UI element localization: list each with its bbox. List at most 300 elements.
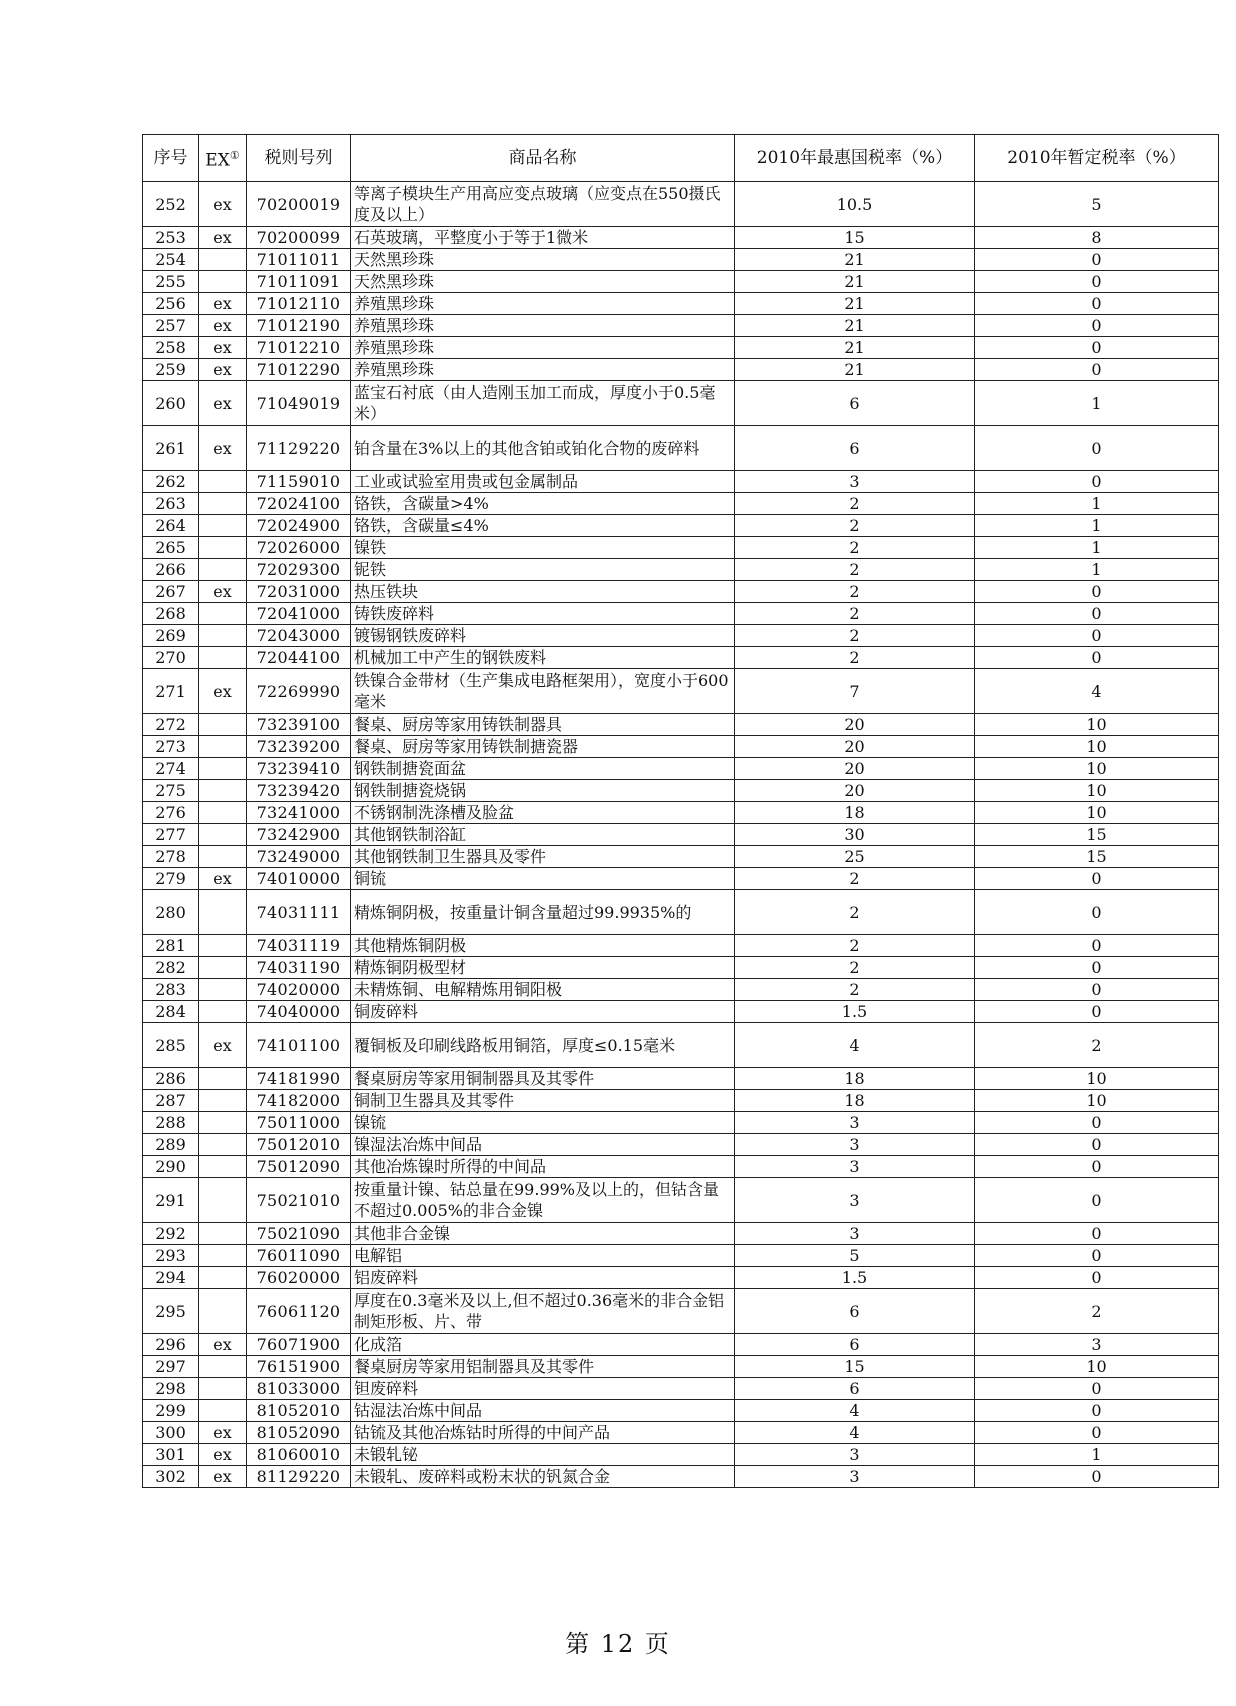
table-row xyxy=(143,979,1219,1001)
cell-tariff-code: 81060010 xyxy=(247,1444,351,1466)
cell-ex xyxy=(199,493,247,515)
cell-mfn-rate: 2 xyxy=(735,493,975,515)
cell-mfn-rate: 18 xyxy=(735,802,975,824)
cell-product-name: 精炼铜阴极型材 xyxy=(351,957,735,979)
cell-seq: 289 xyxy=(143,1134,199,1156)
cell-product-name: 铬铁，含碳量≤4% xyxy=(351,515,735,537)
cell-tariff-code: 75011000 xyxy=(247,1112,351,1134)
cell-ex: ex xyxy=(199,581,247,603)
header-code: 税则号列 xyxy=(247,135,351,182)
cell-temp-rate: 0 xyxy=(975,1001,1219,1023)
cell-seq: 285 xyxy=(143,1023,199,1068)
cell-product-name: 不锈钢制洗涤槽及脸盆 xyxy=(351,802,735,824)
cell-ex xyxy=(199,1112,247,1134)
table-row xyxy=(143,714,1219,736)
cell-seq: 282 xyxy=(143,957,199,979)
table-row xyxy=(143,559,1219,581)
cell-product-name: 养殖黑珍珠 xyxy=(351,359,735,381)
cell-product-name: 镍铁 xyxy=(351,537,735,559)
cell-tariff-code: 76071900 xyxy=(247,1334,351,1356)
cell-ex xyxy=(199,625,247,647)
cell-seq: 295 xyxy=(143,1289,199,1334)
cell-product-name: 餐桌厨房等家用铜制器具及其零件 xyxy=(351,1068,735,1090)
table-row xyxy=(143,1422,1219,1444)
cell-product-name: 铸铁废碎料 xyxy=(351,603,735,625)
cell-tariff-code: 73239410 xyxy=(247,758,351,780)
cell-mfn-rate: 15 xyxy=(735,1356,975,1378)
cell-product-name: 精炼铜阴极，按重量计铜含量超过99.9935%的 xyxy=(351,890,735,935)
cell-mfn-rate: 2 xyxy=(735,890,975,935)
cell-ex xyxy=(199,1245,247,1267)
cell-mfn-rate: 5 xyxy=(735,1245,975,1267)
table-row xyxy=(143,1223,1219,1245)
page-number: 第 12 页 xyxy=(565,1630,671,1658)
cell-ex xyxy=(199,1400,247,1422)
cell-product-name: 覆铜板及印刷线路板用铜箔，厚度≤0.15毫米 xyxy=(351,1023,735,1068)
cell-mfn-rate: 4 xyxy=(735,1023,975,1068)
cell-product-name: 石英玻璃，平整度小于等于1微米 xyxy=(351,227,735,249)
cell-temp-rate: 0 xyxy=(975,1466,1219,1488)
cell-tariff-code: 72041000 xyxy=(247,603,351,625)
cell-tariff-code: 70200019 xyxy=(247,182,351,227)
cell-tariff-code: 74010000 xyxy=(247,868,351,890)
cell-ex xyxy=(199,935,247,957)
cell-ex: ex xyxy=(199,1334,247,1356)
table-row xyxy=(143,471,1219,493)
table-row xyxy=(143,359,1219,381)
cell-ex xyxy=(199,1156,247,1178)
cell-temp-rate: 10 xyxy=(975,1090,1219,1112)
table-row xyxy=(143,625,1219,647)
cell-mfn-rate: 6 xyxy=(735,381,975,426)
cell-temp-rate: 4 xyxy=(975,669,1219,714)
cell-mfn-rate: 2 xyxy=(735,647,975,669)
cell-ex xyxy=(199,846,247,868)
cell-mfn-rate: 2 xyxy=(735,979,975,1001)
cell-product-name: 其他钢铁制卫生器具及零件 xyxy=(351,846,735,868)
table-row xyxy=(143,1289,1219,1334)
cell-mfn-rate: 20 xyxy=(735,758,975,780)
table-row xyxy=(143,581,1219,603)
cell-seq: 270 xyxy=(143,647,199,669)
cell-temp-rate: 0 xyxy=(975,249,1219,271)
cell-mfn-rate: 6 xyxy=(735,1289,975,1334)
cell-temp-rate: 0 xyxy=(975,1178,1219,1223)
cell-ex: ex xyxy=(199,1422,247,1444)
table-row xyxy=(143,758,1219,780)
cell-temp-rate: 0 xyxy=(975,1156,1219,1178)
cell-seq: 276 xyxy=(143,802,199,824)
cell-seq: 298 xyxy=(143,1378,199,1400)
table-row xyxy=(143,337,1219,359)
table-row xyxy=(143,603,1219,625)
cell-temp-rate: 0 xyxy=(975,1223,1219,1245)
cell-mfn-rate: 21 xyxy=(735,359,975,381)
cell-mfn-rate: 20 xyxy=(735,736,975,758)
cell-seq: 292 xyxy=(143,1223,199,1245)
table-row xyxy=(143,315,1219,337)
cell-seq: 279 xyxy=(143,868,199,890)
cell-product-name: 铜废碎料 xyxy=(351,1001,735,1023)
cell-mfn-rate: 3 xyxy=(735,1178,975,1223)
cell-seq: 259 xyxy=(143,359,199,381)
cell-ex: ex xyxy=(199,868,247,890)
cell-temp-rate: 10 xyxy=(975,780,1219,802)
cell-mfn-rate: 21 xyxy=(735,337,975,359)
table-row xyxy=(143,515,1219,537)
cell-tariff-code: 74031190 xyxy=(247,957,351,979)
cell-product-name: 钽废碎料 xyxy=(351,1378,735,1400)
cell-tariff-code: 74181990 xyxy=(247,1068,351,1090)
cell-product-name: 热压铁块 xyxy=(351,581,735,603)
cell-product-name: 天然黑珍珠 xyxy=(351,271,735,293)
cell-temp-rate: 0 xyxy=(975,1267,1219,1289)
cell-temp-rate: 0 xyxy=(975,1400,1219,1422)
cell-seq: 271 xyxy=(143,669,199,714)
table-row xyxy=(143,846,1219,868)
cell-seq: 277 xyxy=(143,824,199,846)
cell-tariff-code: 73249000 xyxy=(247,846,351,868)
cell-product-name: 其他冶炼镍时所得的中间品 xyxy=(351,1156,735,1178)
cell-tariff-code: 76061120 xyxy=(247,1289,351,1334)
cell-tariff-code: 71159010 xyxy=(247,471,351,493)
cell-tariff-code: 71011011 xyxy=(247,249,351,271)
cell-tariff-code: 81129220 xyxy=(247,1466,351,1488)
header-name: 商品名称 xyxy=(351,135,735,182)
cell-tariff-code: 72024100 xyxy=(247,493,351,515)
cell-temp-rate: 10 xyxy=(975,802,1219,824)
cell-seq: 283 xyxy=(143,979,199,1001)
cell-temp-rate: 15 xyxy=(975,846,1219,868)
table-row xyxy=(143,802,1219,824)
cell-tariff-code: 75012090 xyxy=(247,1156,351,1178)
cell-mfn-rate: 21 xyxy=(735,271,975,293)
cell-tariff-code: 74040000 xyxy=(247,1001,351,1023)
cell-product-name: 电解铝 xyxy=(351,1245,735,1267)
cell-seq: 296 xyxy=(143,1334,199,1356)
cell-ex: ex xyxy=(199,315,247,337)
cell-mfn-rate: 2 xyxy=(735,537,975,559)
cell-ex: ex xyxy=(199,426,247,471)
cell-tariff-code: 72269990 xyxy=(247,669,351,714)
cell-temp-rate: 0 xyxy=(975,315,1219,337)
cell-product-name: 按重量计镍、钴总量在99.99%及以上的，但钴含量不超过0.005%的非合金镍 xyxy=(351,1178,735,1223)
cell-seq: 290 xyxy=(143,1156,199,1178)
cell-mfn-rate: 18 xyxy=(735,1068,975,1090)
cell-ex: ex xyxy=(199,337,247,359)
cell-temp-rate: 0 xyxy=(975,1245,1219,1267)
cell-mfn-rate: 2 xyxy=(735,581,975,603)
cell-ex xyxy=(199,824,247,846)
cell-temp-rate: 0 xyxy=(975,359,1219,381)
cell-temp-rate: 0 xyxy=(975,868,1219,890)
cell-temp-rate: 0 xyxy=(975,1422,1219,1444)
cell-seq: 288 xyxy=(143,1112,199,1134)
cell-temp-rate: 1 xyxy=(975,381,1219,426)
table-row xyxy=(143,1023,1219,1068)
cell-temp-rate: 2 xyxy=(975,1289,1219,1334)
cell-ex: ex xyxy=(199,182,247,227)
table-row xyxy=(143,249,1219,271)
table-row xyxy=(143,1001,1219,1023)
cell-temp-rate: 0 xyxy=(975,581,1219,603)
table-row xyxy=(143,736,1219,758)
cell-seq: 301 xyxy=(143,1444,199,1466)
cell-tariff-code: 72031000 xyxy=(247,581,351,603)
cell-tariff-code: 74182000 xyxy=(247,1090,351,1112)
cell-temp-rate: 3 xyxy=(975,1334,1219,1356)
header-mfn-rate: 2010年最惠国税率（%） xyxy=(735,135,975,182)
cell-ex xyxy=(199,780,247,802)
cell-ex xyxy=(199,714,247,736)
cell-product-name: 钴锍及其他冶炼钴时所得的中间产品 xyxy=(351,1422,735,1444)
cell-product-name: 厚度在0.3毫米及以上,但不超过0.36毫米的非合金铝制矩形板、片、带 xyxy=(351,1289,735,1334)
table-row xyxy=(143,1378,1219,1400)
cell-mfn-rate: 4 xyxy=(735,1400,975,1422)
cell-seq: 275 xyxy=(143,780,199,802)
cell-seq: 266 xyxy=(143,559,199,581)
cell-mfn-rate: 20 xyxy=(735,780,975,802)
cell-tariff-code: 73242900 xyxy=(247,824,351,846)
cell-mfn-rate: 1.5 xyxy=(735,1001,975,1023)
cell-mfn-rate: 6 xyxy=(735,426,975,471)
cell-tariff-code: 70200099 xyxy=(247,227,351,249)
cell-ex xyxy=(199,471,247,493)
table-row xyxy=(143,1400,1219,1422)
table-row xyxy=(143,1156,1219,1178)
cell-mfn-rate: 4 xyxy=(735,1422,975,1444)
cell-product-name: 养殖黑珍珠 xyxy=(351,315,735,337)
cell-product-name: 铜锍 xyxy=(351,868,735,890)
cell-mfn-rate: 6 xyxy=(735,1378,975,1400)
cell-temp-rate: 0 xyxy=(975,625,1219,647)
cell-tariff-code: 72026000 xyxy=(247,537,351,559)
cell-tariff-code: 73239100 xyxy=(247,714,351,736)
cell-product-name: 铂含量在3%以上的其他含铂或铂化合物的废碎料 xyxy=(351,426,735,471)
table-row xyxy=(143,669,1219,714)
cell-product-name: 铬铁，含碳量>4% xyxy=(351,493,735,515)
cell-mfn-rate: 2 xyxy=(735,625,975,647)
cell-temp-rate: 2 xyxy=(975,1023,1219,1068)
cell-ex: ex xyxy=(199,1466,247,1488)
cell-seq: 274 xyxy=(143,758,199,780)
cell-temp-rate: 10 xyxy=(975,714,1219,736)
table-row xyxy=(143,647,1219,669)
cell-mfn-rate: 21 xyxy=(735,315,975,337)
cell-mfn-rate: 2 xyxy=(735,603,975,625)
cell-ex xyxy=(199,736,247,758)
cell-temp-rate: 0 xyxy=(975,1112,1219,1134)
cell-product-name: 钢铁制搪瓷烧锅 xyxy=(351,780,735,802)
cell-product-name: 化成箔 xyxy=(351,1334,735,1356)
cell-ex xyxy=(199,1267,247,1289)
cell-mfn-rate: 10.5 xyxy=(735,182,975,227)
cell-product-name: 铜制卫生器具及其零件 xyxy=(351,1090,735,1112)
cell-product-name: 其他精炼铜阴极 xyxy=(351,935,735,957)
cell-mfn-rate: 21 xyxy=(735,293,975,315)
cell-temp-rate: 1 xyxy=(975,537,1219,559)
cell-tariff-code: 74031111 xyxy=(247,890,351,935)
cell-mfn-rate: 3 xyxy=(735,1444,975,1466)
cell-seq: 258 xyxy=(143,337,199,359)
cell-temp-rate: 10 xyxy=(975,1356,1219,1378)
cell-temp-rate: 0 xyxy=(975,935,1219,957)
cell-ex xyxy=(199,802,247,824)
cell-product-name: 天然黑珍珠 xyxy=(351,249,735,271)
cell-ex xyxy=(199,1068,247,1090)
cell-ex xyxy=(199,758,247,780)
cell-product-name: 等离子模块生产用高应变点玻璃（应变点在550摄氏度及以上） xyxy=(351,182,735,227)
cell-tariff-code: 74101100 xyxy=(247,1023,351,1068)
cell-seq: 284 xyxy=(143,1001,199,1023)
cell-temp-rate: 5 xyxy=(975,182,1219,227)
cell-tariff-code: 81052010 xyxy=(247,1400,351,1422)
cell-temp-rate: 0 xyxy=(975,1134,1219,1156)
table-row xyxy=(143,868,1219,890)
cell-seq: 287 xyxy=(143,1090,199,1112)
cell-mfn-rate: 3 xyxy=(735,1223,975,1245)
cell-mfn-rate: 2 xyxy=(735,868,975,890)
cell-product-name: 餐桌、厨房等家用铸铁制搪瓷器 xyxy=(351,736,735,758)
cell-seq: 252 xyxy=(143,182,199,227)
cell-mfn-rate: 2 xyxy=(735,935,975,957)
cell-seq: 281 xyxy=(143,935,199,957)
cell-temp-rate: 0 xyxy=(975,979,1219,1001)
cell-tariff-code: 76020000 xyxy=(247,1267,351,1289)
cell-seq: 256 xyxy=(143,293,199,315)
table-row xyxy=(143,381,1219,426)
cell-seq: 269 xyxy=(143,625,199,647)
cell-mfn-rate: 3 xyxy=(735,1156,975,1178)
cell-ex xyxy=(199,957,247,979)
cell-seq: 302 xyxy=(143,1466,199,1488)
cell-mfn-rate: 3 xyxy=(735,1134,975,1156)
cell-product-name: 钴湿法冶炼中间品 xyxy=(351,1400,735,1422)
cell-tariff-code: 71012110 xyxy=(247,293,351,315)
cell-mfn-rate: 20 xyxy=(735,714,975,736)
cell-mfn-rate: 1.5 xyxy=(735,1267,975,1289)
cell-product-name: 养殖黑珍珠 xyxy=(351,337,735,359)
table-row xyxy=(143,271,1219,293)
table-row xyxy=(143,1178,1219,1223)
table-row xyxy=(143,1267,1219,1289)
cell-tariff-code: 73241000 xyxy=(247,802,351,824)
cell-seq: 254 xyxy=(143,249,199,271)
cell-ex xyxy=(199,1134,247,1156)
cell-seq: 299 xyxy=(143,1400,199,1422)
table-row xyxy=(143,1466,1219,1488)
cell-tariff-code: 76151900 xyxy=(247,1356,351,1378)
cell-ex xyxy=(199,979,247,1001)
cell-tariff-code: 71011091 xyxy=(247,271,351,293)
cell-mfn-rate: 25 xyxy=(735,846,975,868)
cell-product-name: 镍锍 xyxy=(351,1112,735,1134)
cell-ex: ex xyxy=(199,359,247,381)
header-ex-label: EX xyxy=(205,150,230,171)
cell-temp-rate: 0 xyxy=(975,471,1219,493)
cell-product-name: 机械加工中产生的钢铁废料 xyxy=(351,647,735,669)
cell-temp-rate: 10 xyxy=(975,736,1219,758)
table-row xyxy=(143,1112,1219,1134)
table-row xyxy=(143,935,1219,957)
cell-seq: 257 xyxy=(143,315,199,337)
header-seq: 序号 xyxy=(143,135,199,182)
cell-tariff-code: 71049019 xyxy=(247,381,351,426)
table-row xyxy=(143,1134,1219,1156)
cell-seq: 262 xyxy=(143,471,199,493)
table-row xyxy=(143,1068,1219,1090)
cell-seq: 300 xyxy=(143,1422,199,1444)
cell-tariff-code: 71012210 xyxy=(247,337,351,359)
cell-tariff-code: 73239200 xyxy=(247,736,351,758)
cell-tariff-code: 74031119 xyxy=(247,935,351,957)
cell-mfn-rate: 2 xyxy=(735,957,975,979)
cell-tariff-code: 71012190 xyxy=(247,315,351,337)
cell-temp-rate: 1 xyxy=(975,515,1219,537)
cell-product-name: 蓝宝石衬底（由人造刚玉加工而成，厚度小于0.5毫米） xyxy=(351,381,735,426)
cell-ex: ex xyxy=(199,227,247,249)
cell-ex xyxy=(199,890,247,935)
cell-product-name: 餐桌厨房等家用铝制器具及其零件 xyxy=(351,1356,735,1378)
cell-mfn-rate: 3 xyxy=(735,1466,975,1488)
cell-ex xyxy=(199,249,247,271)
cell-product-name: 铝废碎料 xyxy=(351,1267,735,1289)
table-row xyxy=(143,426,1219,471)
cell-seq: 268 xyxy=(143,603,199,625)
cell-ex: ex xyxy=(199,293,247,315)
table-row xyxy=(143,1334,1219,1356)
table-row xyxy=(143,824,1219,846)
cell-temp-rate: 10 xyxy=(975,758,1219,780)
cell-temp-rate: 0 xyxy=(975,890,1219,935)
cell-ex xyxy=(199,1090,247,1112)
cell-tariff-code: 75012010 xyxy=(247,1134,351,1156)
cell-seq: 278 xyxy=(143,846,199,868)
cell-ex xyxy=(199,1289,247,1334)
cell-seq: 286 xyxy=(143,1068,199,1090)
cell-mfn-rate: 18 xyxy=(735,1090,975,1112)
cell-tariff-code: 74020000 xyxy=(247,979,351,1001)
cell-seq: 253 xyxy=(143,227,199,249)
cell-seq: 255 xyxy=(143,271,199,293)
cell-mfn-rate: 6 xyxy=(735,1334,975,1356)
cell-tariff-code: 81033000 xyxy=(247,1378,351,1400)
table-row xyxy=(143,227,1219,249)
tariff-table xyxy=(142,134,1219,1488)
cell-product-name: 未锻轧铋 xyxy=(351,1444,735,1466)
cell-mfn-rate: 30 xyxy=(735,824,975,846)
cell-seq: 260 xyxy=(143,381,199,426)
cell-temp-rate: 1 xyxy=(975,1444,1219,1466)
cell-temp-rate: 0 xyxy=(975,647,1219,669)
cell-tariff-code: 71129220 xyxy=(247,426,351,471)
table-header-row xyxy=(143,135,1219,182)
cell-ex: ex xyxy=(199,381,247,426)
cell-tariff-code: 71012290 xyxy=(247,359,351,381)
cell-mfn-rate: 21 xyxy=(735,249,975,271)
table-row xyxy=(143,493,1219,515)
table-row xyxy=(143,182,1219,227)
cell-temp-rate: 0 xyxy=(975,957,1219,979)
cell-temp-rate: 0 xyxy=(975,293,1219,315)
cell-seq: 267 xyxy=(143,581,199,603)
header-temp-rate: 2010年暂定税率（%） xyxy=(975,135,1219,182)
cell-temp-rate: 0 xyxy=(975,271,1219,293)
cell-mfn-rate: 3 xyxy=(735,471,975,493)
cell-temp-rate: 10 xyxy=(975,1068,1219,1090)
cell-product-name: 铁镍合金带材（生产集成电路框架用），宽度小于600毫米 xyxy=(351,669,735,714)
cell-mfn-rate: 2 xyxy=(735,515,975,537)
